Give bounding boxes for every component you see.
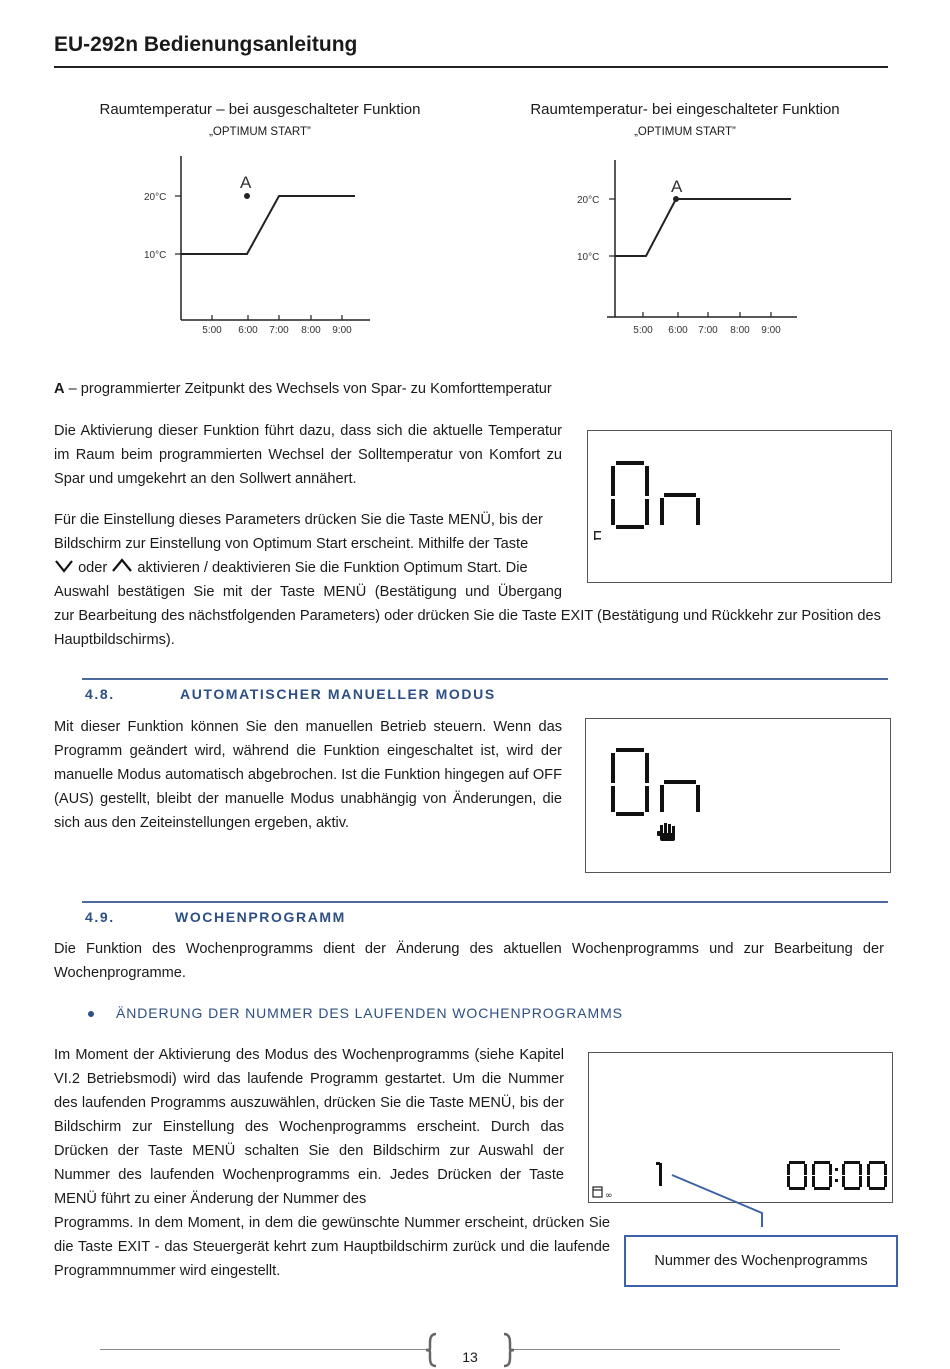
x-tick-label: 5:00 — [633, 325, 653, 336]
left-temperature-chart — [130, 150, 380, 340]
arrow-down-icon — [54, 558, 74, 574]
page-number: 13 — [462, 1349, 478, 1365]
callout-connector — [660, 1170, 780, 1240]
marker-a-point — [673, 196, 679, 202]
lcd-on-digits — [588, 431, 891, 582]
legend-a — [54, 377, 754, 401]
hand-icon — [657, 823, 675, 841]
optimum-line-3-rest: aktivieren / deaktivieren Sie die Funktion Optimum Start. Die — [137, 560, 528, 576]
section-48-text: Mit dieser Funktion können Sie den manuellen Betrieb steuern. Wenn das Programm geändert wird, während die Funktion eingeschaltet ist, wird der manuelle Modus automatisch abgebrochen. Ist die Funktion hingegen auf OFF (AUS) gestellt, bleibt der manuelle Modus unabhängig von Änderungen, die sich aus den Zeiteinstellungen ergeben, aktiv. — [54, 719, 562, 831]
infinity-icon: ∞ — [605, 1191, 613, 1201]
marker-a-label: A — [240, 173, 252, 192]
section-48-number: 4.8. — [85, 686, 115, 702]
lcd-display-optimum-start — [587, 430, 892, 583]
right-temperature-chart — [565, 155, 815, 340]
legend-a-text: – programmierter Zeitpunkt des Wechsels von Spar- zu Komforttemperatur — [64, 381, 552, 397]
legend-a-letter: A — [54, 381, 65, 397]
y-tick-label: 20°C — [577, 195, 600, 206]
optimum-paragraph-1: Die Aktivierung dieser Funktion führt dazu, dass sich die aktuelle Temperatur im Raum beim programmierten Wechsel der Solltemperatur von Komfort zu Spar und umgekehrt an den Sollwert annähert. — [54, 423, 562, 487]
section-48-divider — [82, 678, 888, 680]
section-49-paragraph-cont: Programms. In dem Moment, in dem die gewünschte Nummer erscheint, drücken Sie die Taste EXIT - das Steuergerät kehrt zum Hauptbildschirm zurück und die laufende Programmnummer wird eingestellt. — [54, 1215, 610, 1279]
left-chart-caption: Raumtemperatur – bei ausgeschalteter Funktion — [99, 101, 421, 118]
lcd-on-digits — [586, 719, 890, 872]
y-tick-label: 20°C — [144, 192, 167, 203]
x-tick-label: 7:00 — [269, 325, 289, 336]
x-tick-label: 5:00 — [202, 325, 222, 336]
optimum-paragraph-2 — [54, 508, 574, 604]
x-tick-label: 6:00 — [668, 325, 688, 336]
arrow-up-icon — [111, 557, 133, 573]
section-49-divider — [82, 901, 888, 903]
footer-line-left — [100, 1349, 428, 1350]
optimum-line-3 — [54, 556, 574, 580]
right-chart-caption: Raumtemperatur- bei eingeschalteter Funktion — [530, 101, 840, 118]
bullet-dot — [88, 1011, 94, 1017]
right-chart-subcaption: „OPTIMUM START” — [634, 126, 736, 138]
x-tick-label: 9:00 — [761, 325, 781, 336]
section-49-title: WOCHENPROGRAMM — [175, 909, 346, 925]
section-49-text: Die Funktion des Wochenprogramms dient der Änderung des aktuellen Wochenprogramms und zur Bearbeitung der Wochenprogramme. — [54, 941, 884, 981]
left-chart-subcaption: „OPTIMUM START” — [209, 126, 311, 138]
x-tick-label: 6:00 — [238, 325, 258, 336]
x-tick-label: 8:00 — [730, 325, 750, 336]
y-tick-label: 10°C — [577, 252, 600, 263]
section-49-paragraph: Im Moment der Aktivierung des Modus des Wochenprogramms (siehe Kapitel VI.2 Betriebsmodi) wird das laufende Programm gestartet. Um die Nummer des laufenden Programms auszuwählen, drücken Sie die Taste MENÜ, bis der Bildschirm zur Einstellung des Wochenprogramms erscheint. Durch das Drücken der Taste MENÜ schalten Sie den Bildschirm zur Auswahl der Nummer des laufenden Wochenprogramms ein. Jedes Drücken der Taste MENÜ führt zu einer Änderung der Nummer des — [54, 1047, 564, 1207]
temperature-line — [181, 196, 355, 254]
section-48-title: AUTOMATISCHER MANUELLER MODUS — [180, 686, 496, 702]
marker-a-point — [244, 193, 250, 199]
optimum-start-small-icon — [594, 531, 601, 540]
optimum-oder: oder — [78, 560, 108, 576]
y-tick-label: 10°C — [144, 250, 167, 261]
optimum-line-1: Für die Einstellung dieses Parameters drücken Sie die Taste MENÜ, bis der — [54, 512, 543, 528]
header-divider — [54, 66, 888, 68]
temperature-line — [615, 199, 791, 256]
x-tick-label: 8:00 — [301, 325, 321, 336]
calendar-icon — [593, 1187, 602, 1197]
lcd-display-manual-mode — [585, 718, 891, 873]
callout-label-box: Nummer des Wochenprogramms — [624, 1235, 898, 1287]
section-49-number: 4.9. — [85, 909, 115, 925]
optimum-line-2: Bildschirm zur Einstellung von Optimum Start erscheint. Mithilfe der Taste — [54, 536, 529, 552]
footer-right-bracket — [500, 1332, 516, 1368]
x-tick-label: 9:00 — [332, 325, 352, 336]
marker-a-label: A — [671, 177, 683, 196]
footer-left-bracket — [424, 1332, 440, 1368]
page-header-title: EU-292n Bedienungsanleitung — [54, 33, 358, 56]
x-tick-label: 7:00 — [698, 325, 718, 336]
footer-line-right — [512, 1349, 840, 1350]
optimum-line-4: Auswahl bestätigen Sie mit der Taste MENÜ (Bestätigung und Übergang — [54, 584, 562, 600]
optimum-paragraph-rest: zur Bearbeitung des nächstfolgenden Parameters) oder drücken Sie die Taste EXIT (Bestätigung und Rückkehr zur Position des Hauptbildschirms). — [54, 608, 881, 648]
bullet-heading: ÄNDERUNG DER NUMMER DES LAUFENDEN WOCHENPROGRAMMS — [116, 1005, 623, 1021]
